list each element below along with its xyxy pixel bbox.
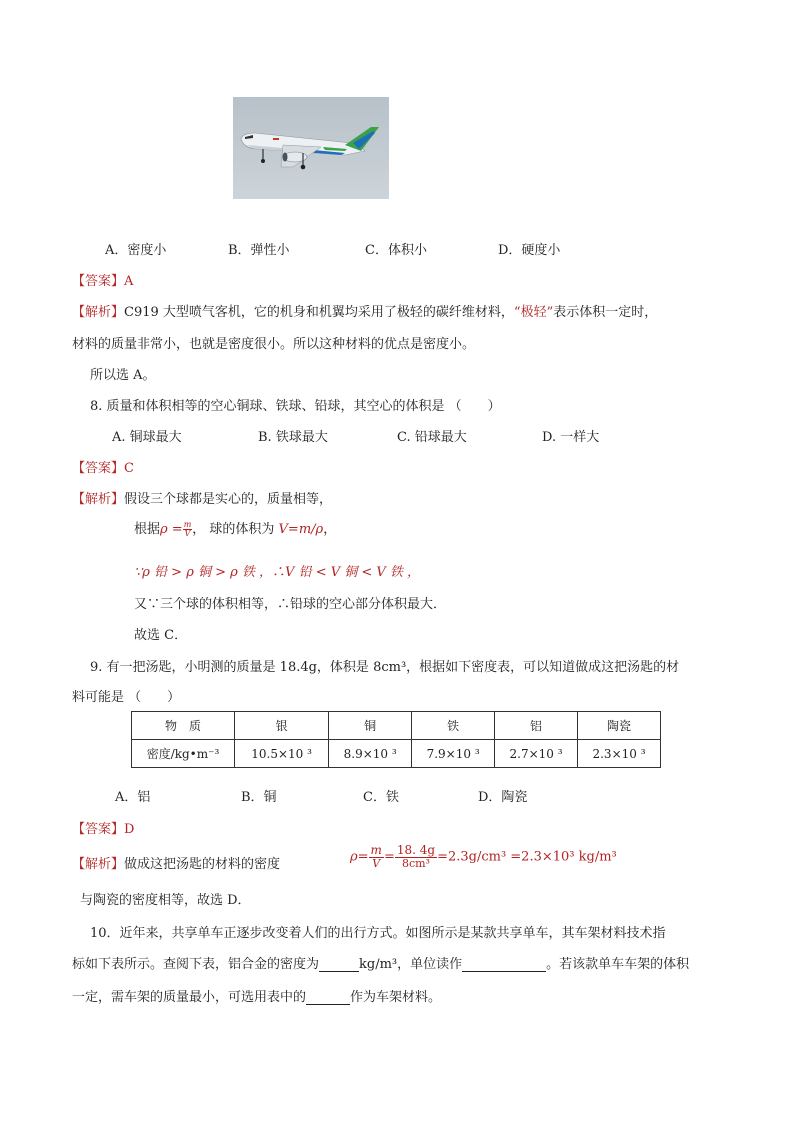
text: 标如下表所示。查阅下表，铝合金的密度为 [72, 957, 320, 972]
q7-analysis-line1 [72, 301, 657, 320]
answer-value: D [124, 822, 135, 837]
analysis-label: 【解析】 [72, 857, 125, 872]
analysis-text: C919 大型喷气客机，它的机身和机翼均采用了极轻的碳纤维材料， [124, 305, 514, 320]
text: 一定，需车架的质量最小，可选用表中的 [72, 990, 307, 1005]
density-fraction [183, 521, 193, 538]
answer-value: C [124, 461, 134, 476]
q10-line3 [72, 986, 441, 1005]
q8-option-b: B. 铁球最大 [258, 430, 328, 445]
q7-option-a: A．密度小 [105, 243, 167, 258]
text: 根据 [134, 522, 161, 537]
blank-unit-reading[interactable] [462, 957, 546, 972]
table-header-cell: 铝 [495, 712, 578, 740]
q8-answer [72, 457, 134, 476]
density-table [131, 711, 661, 768]
q8-analysis-line1 [72, 488, 332, 507]
table-cell: 2.7×10 ³ [495, 740, 578, 768]
table-row-label: 密度/kg•m⁻³ [132, 740, 235, 768]
analysis-quote: “极轻” [513, 305, 554, 320]
q10-line2 [72, 953, 689, 972]
table-row [132, 740, 661, 768]
q8-analysis-line5: 故选 C． [134, 628, 188, 643]
analysis-text: 假设三个球都是实心的，质量相等， [124, 492, 333, 507]
table-cell: 7.9×10 ³ [412, 740, 495, 768]
q7-answer [72, 270, 133, 289]
fraction-denominator: V [184, 529, 191, 538]
mass-volume-fraction [369, 844, 384, 870]
q8-option-a: A. 铜球最大 [112, 430, 182, 445]
table-header-cell: 铁 [412, 712, 495, 740]
q8-stem: 8. 质量和体积相等的空心铜球、铁球、铅球，其空心的体积是 （ ） [90, 399, 501, 414]
table-header-row [132, 712, 661, 740]
rho-symbol: ρ= [350, 849, 369, 865]
answer-label: 【答案】 [72, 461, 125, 476]
equals-sign: = [383, 849, 395, 865]
text: 作为车架材料。 [350, 990, 442, 1005]
c919-airplane-image [233, 97, 389, 199]
q9-answer [72, 818, 134, 837]
text: ， [323, 522, 337, 537]
q7-analysis-line3: 所以选 A。 [90, 368, 156, 383]
q10-line1: 10．近年来，共享单车正逐步改变着人们的出行方式。如图所示是某款共享单车，其车架材料技术指 [90, 926, 666, 941]
q9-stem-line1: 9. 有一把汤匙，小明测的质量是 18.4g，体积是 8cm³，根据如下密度表，可以知道做成这把汤匙的材 [90, 660, 680, 675]
blank-density[interactable] [319, 957, 359, 972]
formula-result: =2.3g/cm³ =2.3×10³ kg/m³ [437, 849, 617, 865]
fraction-denominator: V [372, 857, 381, 871]
fraction-numerator: 18. 4g [396, 843, 436, 857]
q9-option-b: B．铜 [241, 790, 277, 805]
fraction-numerator: m [370, 843, 382, 857]
q7-analysis-line2: 材料的质量非常小，也就是密度很小。所以这种材料的优点是密度小。 [72, 337, 476, 352]
q9-analysis-line1 [72, 853, 280, 872]
analysis-label: 【解析】 [72, 492, 125, 507]
text: ， 球的体积为 [192, 522, 279, 537]
q9-option-c: C．铁 [363, 790, 399, 805]
answer-label: 【答案】 [72, 274, 125, 289]
analysis-text: 表示体积一定时， [553, 305, 658, 320]
q8-analysis-line3: ∵ρ 铅 > ρ 铜 > ρ 铁 ，∴V 铅 < V 铜 < V 铁 ， [134, 565, 421, 580]
q8-analysis-line4: 又∵三个球的体积相等，∴铅球的空心部分体积最大． [134, 597, 447, 612]
q7-option-d: D．硬度小 [498, 243, 561, 258]
text: kg/m³，单位读作 [359, 957, 463, 972]
text: 。若该款单车车架的体积 [546, 957, 690, 972]
table-header-cell: 陶瓷 [578, 712, 661, 740]
answer-label: 【答案】 [72, 822, 125, 837]
q9-option-a: A．铝 [115, 790, 151, 805]
table-header-cell: 铜 [329, 712, 412, 740]
q7-option-b: B．弹性小 [228, 243, 290, 258]
q8-analysis-line2 [134, 518, 336, 538]
fraction-denominator: 8cm³ [401, 857, 430, 871]
numeric-fraction [395, 844, 437, 870]
q9-stem-line2: 料可能是 （ ） [72, 690, 181, 705]
answer-value: A [124, 274, 134, 289]
blank-material[interactable] [306, 990, 350, 1005]
table-cell: 10.5×10 ³ [235, 740, 329, 768]
volume-formula: V=m/ρ [278, 522, 324, 537]
q8-option-d: D. 一样大 [542, 430, 600, 445]
analysis-text: 做成这把汤匙的材料的密度 [124, 857, 281, 872]
airplane-photo [233, 97, 389, 199]
q8-option-c: C. 铅球最大 [397, 430, 467, 445]
table-cell: 2.3×10 ³ [578, 740, 661, 768]
table-cell: 8.9×10 ³ [329, 740, 412, 768]
q9-option-d: D．陶瓷 [478, 790, 528, 805]
q9-analysis-line2: 与陶瓷的密度相等，故选 D． [80, 893, 251, 908]
table-header-cell: 物 质 [132, 712, 235, 740]
fraction-numerator: m [183, 520, 192, 529]
q9-density-formula [350, 844, 617, 870]
q7-option-c: C．体积小 [365, 243, 427, 258]
rho-symbol: ρ = [160, 522, 183, 537]
table-header-cell: 银 [235, 712, 329, 740]
analysis-label: 【解析】 [72, 305, 125, 320]
